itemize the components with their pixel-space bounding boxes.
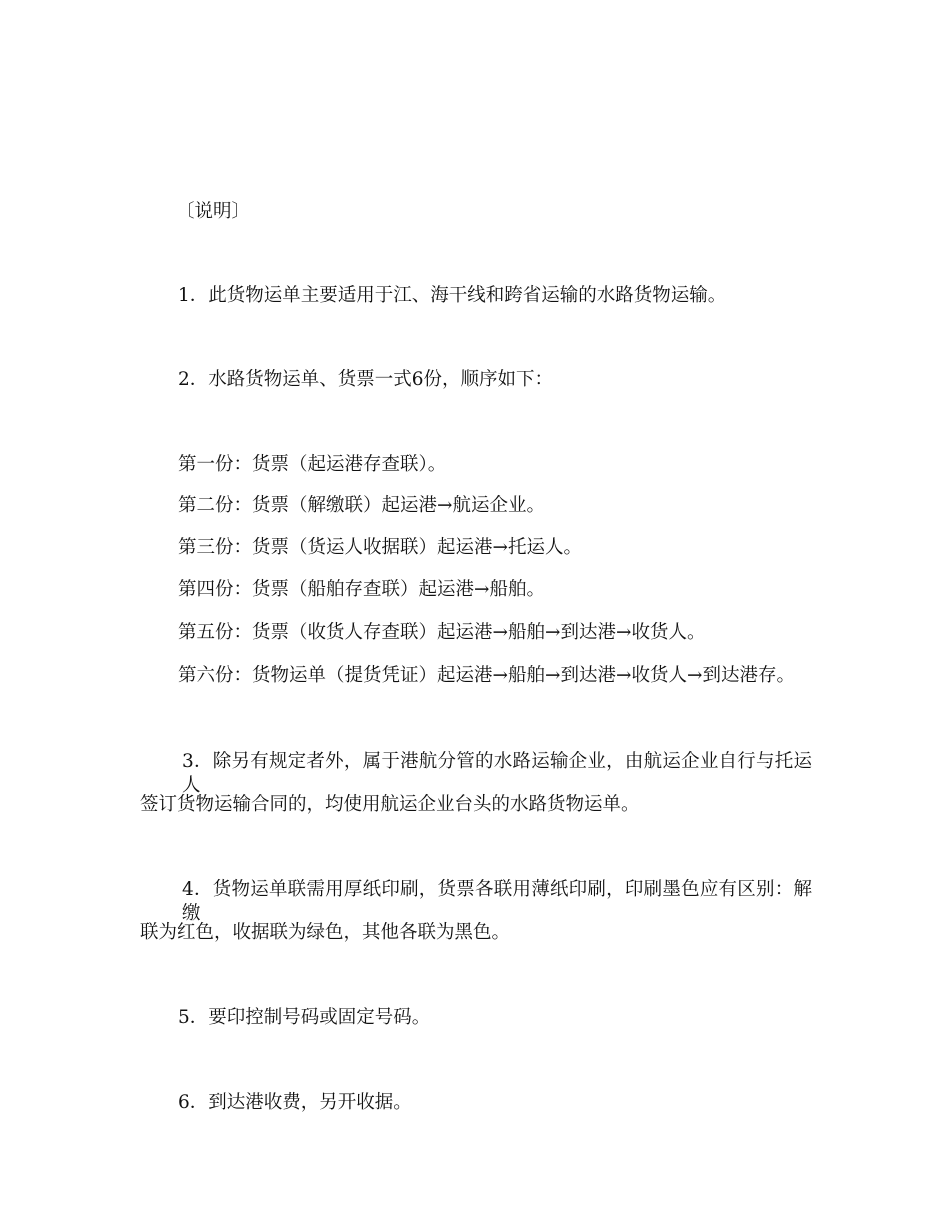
item-4-line-1: 4．货物运单联需用厚纸印刷，货票各联用薄纸印刷，印刷墨色应有区别：解缴 xyxy=(182,879,812,924)
copy-6: 第六份：货物运单（提货凭证）起运港→船舶→到达港→收货人→到达港存。 xyxy=(178,665,796,686)
item-4-line-2: 联为红色，收据联为绿色，其他各联为黑色。 xyxy=(140,922,511,943)
item-6: 6．到达港收费，另开收据。 xyxy=(178,1092,412,1113)
copy-3: 第三份：货票（货运人收据联）起运港→托运人。 xyxy=(178,537,583,558)
item-1: 1．此货物运单主要适用于江、海干线和跨省运输的水路货物运输。 xyxy=(178,285,727,306)
section-heading: 〔说明〕 xyxy=(176,201,251,222)
copy-1: 第一份：货票（起运港存查联）。 xyxy=(178,454,447,475)
item-5: 5．要印控制号码或固定号码。 xyxy=(178,1007,431,1028)
copy-4: 第四份：货票（船舶存查联）起运港→船舶。 xyxy=(178,579,546,600)
item-3-line-1: 3．除另有规定者外，属于港航分管的水路运输企业，由航运企业自行与托运人 xyxy=(182,751,812,796)
item-2: 2．水路货物运单、货票一式6份，顺序如下： xyxy=(178,369,554,390)
copy-5: 第五份：货票（收货人存查联）起运港→船舶→到达港→收货人。 xyxy=(178,622,706,643)
item-3-line-2: 签订货物运输合同的，均使用航运企业台头的水路货物运单。 xyxy=(140,794,640,815)
copy-2: 第二份：货票（解缴联）起运港→航运企业。 xyxy=(178,495,546,516)
